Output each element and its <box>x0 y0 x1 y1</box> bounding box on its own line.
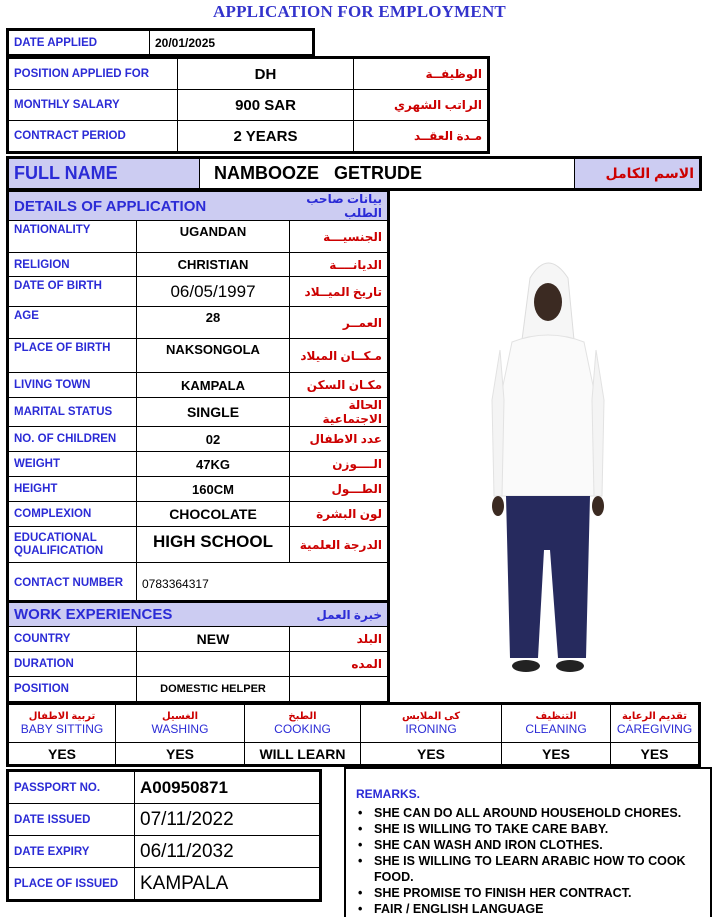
details-row <box>9 277 388 307</box>
work-label: POSITION <box>9 677 137 702</box>
job-value: 900 SAR <box>178 90 354 121</box>
date-applied-value: 20/01/2025 <box>150 31 313 55</box>
details-arabic-label: لون البشرة <box>290 502 388 527</box>
details-value: 28 <box>137 307 290 339</box>
remarks-list <box>356 805 702 917</box>
job-label: POSITION APPLIED FOR <box>9 59 178 90</box>
details-value: NAKSONGOLA <box>137 339 290 373</box>
passport-value: 06/11/2032 <box>135 836 320 868</box>
page-title: APPLICATION FOR EMPLOYMENT <box>213 2 506 21</box>
passport-label: DATE EXPIRY <box>9 836 135 868</box>
details-row <box>9 563 388 605</box>
details-arabic-label: الجنسيـــة <box>290 221 388 253</box>
skill-arabic-label: كى الملابس <box>401 711 461 722</box>
skill-header <box>611 705 699 743</box>
details-row <box>9 427 388 452</box>
details-value: 160CM <box>137 477 290 502</box>
details-value: SINGLE <box>137 398 290 427</box>
details-header-arabic: بيانات صاحب الطلب <box>290 192 388 221</box>
work-header: WORK EXPERIENCES <box>9 603 290 627</box>
details-label: PLACE OF BIRTH <box>9 339 137 373</box>
details-arabic-label: الديانــــة <box>290 253 388 277</box>
date-applied-label: DATE APPLIED <box>9 31 150 55</box>
job-label: CONTRACT PERIOD <box>9 121 178 152</box>
skill-header <box>116 705 245 743</box>
skill-label: IRONING <box>405 722 457 736</box>
skill-value: YES <box>611 743 699 765</box>
passport-label: PASSPORT NO. <box>9 772 135 804</box>
details-value: HIGH SCHOOL <box>137 527 290 563</box>
job-arabic-label: مـدة العقــد <box>354 121 488 152</box>
details-value: KAMPALA <box>137 373 290 398</box>
details-row <box>9 221 388 253</box>
full-name-table <box>8 158 700 189</box>
work-experience-table <box>8 602 388 702</box>
full-name-arabic-label: الاسم الكامل <box>575 159 700 189</box>
details-row <box>9 527 388 563</box>
details-label: WEIGHT <box>9 452 137 477</box>
skill-header <box>502 705 611 743</box>
details-value: 06/05/1997 <box>137 277 290 307</box>
skill-header <box>361 705 502 743</box>
details-label: NATIONALITY <box>9 221 137 253</box>
work-arabic-label: المده <box>290 652 388 677</box>
details-arabic-label: مكـان السكن <box>290 373 388 398</box>
full-name-value: NAMBOOZE GETRUDE <box>200 159 575 189</box>
contact-number-value: 0783364317 <box>137 563 388 605</box>
details-value: CHOCOLATE <box>137 502 290 527</box>
details-value: UGANDAN <box>137 221 290 253</box>
skill-label: BABY SITTING <box>20 722 104 736</box>
details-label: MARITAL STATUS <box>9 398 137 427</box>
details-row <box>9 452 388 477</box>
passport-value: KAMPALA <box>135 868 320 900</box>
details-arabic-label: مـكــان الميلاد <box>290 339 388 373</box>
skill-value: YES <box>361 743 502 765</box>
job-value: 2 YEARS <box>178 121 354 152</box>
details-arabic-label: العمــر <box>290 307 388 339</box>
remark-item: • FAIR / ENGLISH LANGUAGE <box>374 901 702 917</box>
job-arabic-label: الوظيفــة <box>354 59 488 90</box>
skill-label: COOKING <box>274 722 331 736</box>
skill-value: YES <box>116 743 245 765</box>
details-value: 02 <box>137 427 290 452</box>
work-value <box>137 652 290 677</box>
details-value: 47KG <box>137 452 290 477</box>
passport-row <box>9 804 320 836</box>
details-label: LIVING TOWN <box>9 373 137 398</box>
skill-arabic-label: التنظيف <box>535 711 577 722</box>
work-row <box>9 677 388 702</box>
details-row <box>9 502 388 527</box>
job-arabic-label: الراتب الشهري <box>354 90 488 121</box>
passport-row <box>9 772 320 804</box>
skill-label: WASHING <box>151 722 209 736</box>
job-row <box>9 90 488 121</box>
details-row <box>9 373 388 398</box>
details-label: COMPLEXION <box>9 502 137 527</box>
work-arabic-label: البلد <box>290 627 388 652</box>
details-label: HEIGHT <box>9 477 137 502</box>
skill-label: CAREGIVING <box>616 722 693 736</box>
skill-value: YES <box>502 743 611 765</box>
passport-value: A00950871 <box>135 772 320 804</box>
passport-label: DATE ISSUED <box>9 804 135 836</box>
passport-label: PLACE OF ISSUED <box>9 868 135 900</box>
work-label: DURATION <box>9 652 137 677</box>
skill-arabic-label: الغسيل <box>161 711 198 722</box>
remark-item: • SHE CAN DO ALL AROUND HOUSEHOLD CHORES. <box>374 805 702 821</box>
details-label: DATE OF BIRTH <box>9 277 137 307</box>
skill-arabic-label: تربية الاطفال <box>28 711 96 722</box>
details-row <box>9 339 388 373</box>
full-name-label: FULL NAME <box>9 159 200 189</box>
details-label: NO. OF CHILDREN <box>9 427 137 452</box>
job-info-table <box>8 58 488 152</box>
passport-row <box>9 868 320 900</box>
skills-table <box>8 704 699 765</box>
details-arabic-label: الــــوزن <box>290 452 388 477</box>
job-row <box>9 59 488 90</box>
skill-header <box>245 705 361 743</box>
remark-item: • SHE CAN WASH AND IRON CLOTHES. <box>374 837 702 853</box>
work-label: COUNTRY <box>9 627 137 652</box>
details-row <box>9 477 388 502</box>
passport-value: 07/11/2022 <box>135 804 320 836</box>
details-row <box>9 398 388 427</box>
job-value: DH <box>178 59 354 90</box>
work-value: NEW <box>137 627 290 652</box>
details-label: AGE <box>9 307 137 339</box>
job-label: MONTHLY SALARY <box>9 90 178 121</box>
remark-item: • SHE IS WILLING TO LEARN ARABIC HOW TO COOK FOOD. <box>374 853 702 885</box>
details-label: CONTACT NUMBER <box>9 563 137 605</box>
details-row <box>9 253 388 277</box>
skill-header <box>9 705 116 743</box>
remark-item: • SHE PROMISE TO FINISH HER CONTRACT. <box>374 885 702 901</box>
applicant-photo <box>478 250 618 690</box>
details-arabic-label: تاريخ الميــلاد <box>290 277 388 307</box>
skill-arabic-label: تقديم الرعاية <box>622 711 687 722</box>
details-label: RELIGION <box>9 253 137 277</box>
details-header: DETAILS OF APPLICATION <box>9 192 290 221</box>
remarks-box <box>344 767 712 917</box>
remark-item: • SHE IS WILLING TO TAKE CARE BABY. <box>374 821 702 837</box>
work-arabic-label <box>290 677 388 702</box>
details-value: CHRISTIAN <box>137 253 290 277</box>
details-arabic-label: الطـــول <box>290 477 388 502</box>
work-row <box>9 652 388 677</box>
passport-row <box>9 836 320 868</box>
work-value: DOMESTIC HELPER <box>137 677 290 702</box>
job-row <box>9 121 488 152</box>
date-applied-table <box>8 30 313 55</box>
skill-value: YES <box>9 743 116 765</box>
skill-arabic-label: الطبخ <box>288 711 317 722</box>
details-arabic-label: الدرجة العلمية <box>290 527 388 563</box>
details-arabic-label: عدد الاطفال <box>290 427 388 452</box>
work-row <box>9 627 388 652</box>
details-table <box>8 191 388 605</box>
details-arabic-label: الحالة الاجتماعية <box>290 398 388 427</box>
skill-value: WILL LEARN <box>245 743 361 765</box>
remarks-title: REMARKS. <box>356 787 421 801</box>
details-label: EDUCATIONAL QUALIFICATION <box>9 527 137 563</box>
work-header-arabic: خبرة العمل <box>290 603 388 627</box>
skill-label: CLEANING <box>525 722 587 736</box>
details-row <box>9 307 388 339</box>
passport-table <box>8 771 320 900</box>
